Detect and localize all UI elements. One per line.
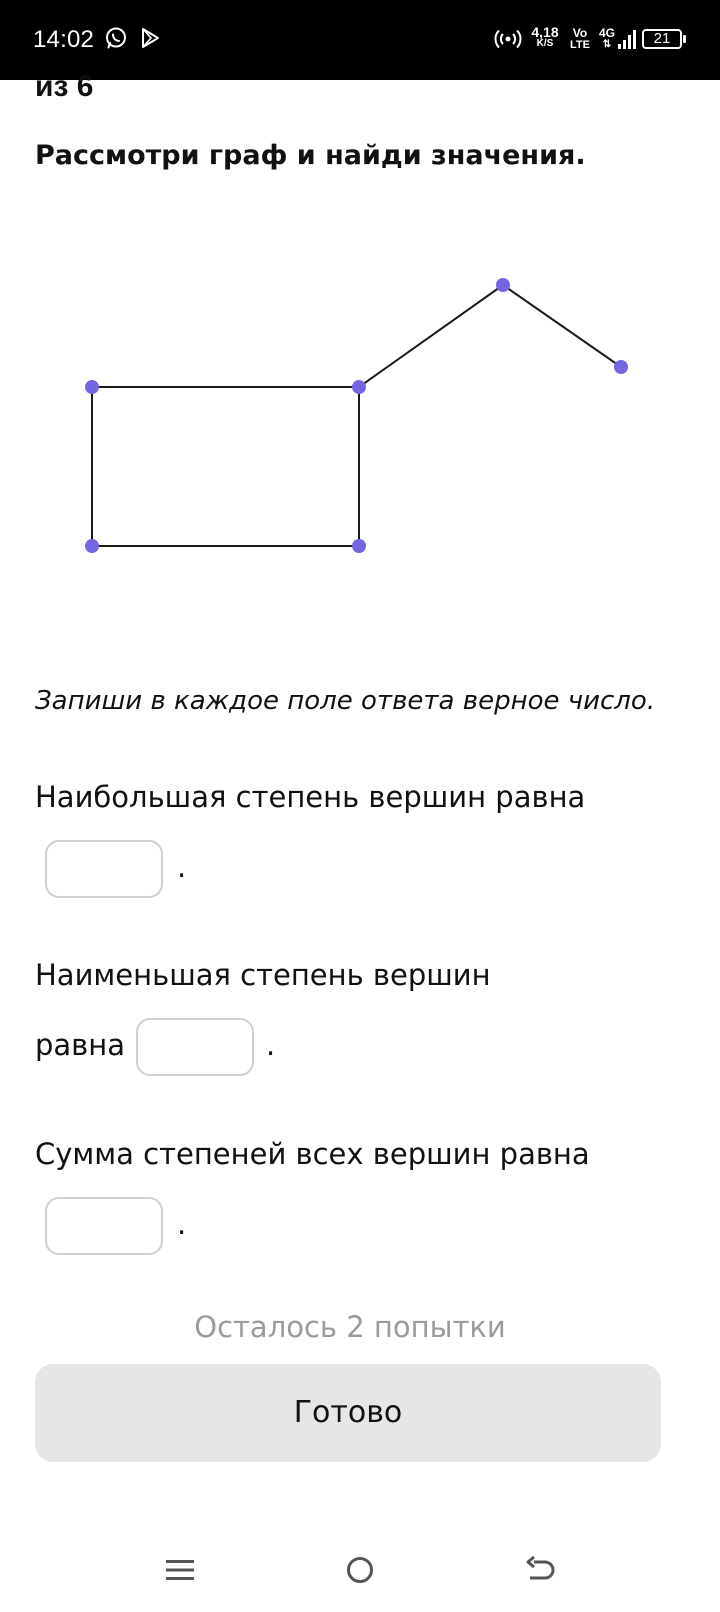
- question-counter: из 6: [35, 70, 94, 103]
- graph-vertex: [614, 360, 628, 374]
- data-arrows-icon: ⇅: [602, 39, 612, 50]
- graph-diagram: [0, 260, 700, 580]
- graph-vertex: [85, 380, 99, 394]
- graph-vertex: [352, 380, 366, 394]
- degree-sum-input[interactable]: [45, 1197, 163, 1255]
- graph-vertex: [352, 539, 366, 553]
- volte-indicator: [567, 27, 593, 51]
- min-degree-period: .: [266, 1028, 276, 1062]
- menu-icon[interactable]: [166, 1556, 194, 1584]
- question-degree-sum-label: Сумма степеней всех вершин равна: [35, 1137, 590, 1171]
- graph-edge: [359, 285, 503, 387]
- volte-top: Vo: [572, 26, 588, 40]
- graph-vertex: [496, 278, 510, 292]
- net-speed: [528, 26, 562, 50]
- min-degree-input[interactable]: [136, 1018, 254, 1076]
- instruction-text: Запиши в каждое поле ответа верное число.: [35, 686, 656, 716]
- network-type-label: 4G: [598, 26, 615, 40]
- net-speed-unit: K/S: [536, 38, 554, 49]
- question-max-degree-label: Наибольшая степень вершин равна: [35, 780, 586, 814]
- graph-edge: [503, 285, 621, 367]
- question-min-degree-label: Наименьшая степень вершин: [35, 958, 491, 992]
- home-icon[interactable]: [346, 1556, 374, 1584]
- network-type: [597, 27, 617, 51]
- degree-sum-period: .: [177, 1207, 187, 1241]
- battery-icon: 21: [642, 29, 682, 49]
- hotspot-icon: [494, 26, 522, 50]
- signal-icon: [617, 28, 637, 50]
- status-time: 14:02: [33, 26, 95, 53]
- volte-bottom: LTE: [570, 39, 590, 51]
- net-speed-value: 4,18: [531, 24, 559, 40]
- task-title: Рассмотри граф и найди значения.: [35, 140, 586, 171]
- whatsapp-icon: [104, 26, 128, 50]
- graph-vertex: [85, 539, 99, 553]
- done-button[interactable]: Готово: [35, 1364, 661, 1462]
- max-degree-period: .: [177, 850, 187, 884]
- attempts-remaining: Осталось 2 попытки: [194, 1310, 506, 1344]
- play-icon: [138, 26, 162, 50]
- question-min-degree-label-cont: равна: [35, 1028, 126, 1062]
- max-degree-input[interactable]: [45, 840, 163, 898]
- status-bar: [0, 0, 720, 80]
- back-icon[interactable]: [526, 1556, 556, 1584]
